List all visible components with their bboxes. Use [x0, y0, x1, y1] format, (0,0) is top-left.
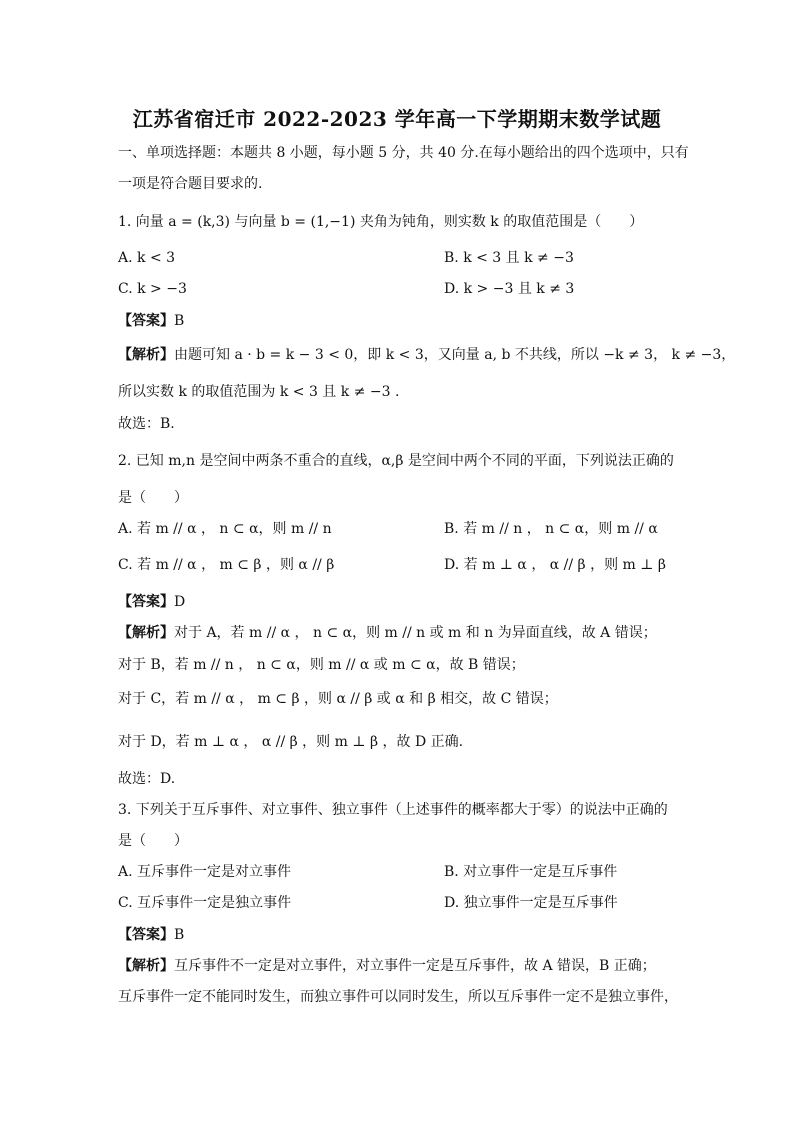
question-2-analysis-line-1 — [118, 624, 657, 642]
question-2-option-c: C. 若 m // α ， m ⊂ β ，则 α // β — [118, 557, 335, 573]
question-2-option-a: A. 若 m // α ， n ⊂ α，则 m // n — [118, 521, 332, 537]
answer-tag: 【答案】 — [118, 313, 174, 329]
question-1-stem: 1. 向量 a = (k,3) 与向量 b = (1,−1) 夹角为钝角，则实数 k 的取值范围是（ ） — [118, 214, 644, 230]
answer-tag: 【答案】 — [118, 594, 174, 610]
question-2-conclusion: 故选：D. — [118, 771, 176, 787]
question-1-option-a: A. k < 3 — [118, 250, 176, 266]
question-1-option-d: D. k > −3 且 k ≠ 3 — [444, 281, 575, 297]
question-2-stem-line-2: 是（ ） — [118, 490, 188, 506]
question-3-analysis-line-2: 互斥事件一定不能同时发生，而独立事件可以同时发生，所以互斥事件一定不是独立事件， — [118, 989, 678, 1005]
question-3-option-b: B. 对立事件一定是互斥事件 — [444, 864, 618, 880]
question-1-analysis-line-1 — [118, 346, 735, 364]
question-3-option-a: A. 互斥事件一定是对立事件 — [118, 864, 292, 880]
analysis-text: 对于 A，若 m // α ， n ⊂ α，则 m // n 或 m 和 n 为异面直线，故 A 错误； — [174, 625, 657, 641]
question-1-analysis-line-2: 所以实数 k 的取值范围为 k < 3 且 k ≠ −3 . — [118, 384, 400, 400]
answer-tag: 【答案】 — [118, 927, 174, 943]
answer-value: B — [174, 313, 185, 329]
question-1-option-c: C. k > −3 — [118, 281, 187, 297]
question-3-answer — [118, 926, 184, 944]
question-2-analysis-line-4: 对于 D，若 m ⊥ α ， α // β ，则 m ⊥ β ，故 D 正确. — [118, 734, 464, 750]
question-3-stem-line-2: 是（ ） — [118, 833, 188, 849]
analysis-tag: 【解析】 — [118, 347, 174, 363]
question-2-answer — [118, 593, 185, 611]
question-1-answer — [118, 312, 184, 330]
question-3-option-c: C. 互斥事件一定是独立事件 — [118, 895, 292, 911]
answer-value: D — [174, 594, 186, 610]
answer-value: B — [174, 927, 185, 943]
question-2-stem-line-1: 2. 已知 m,n 是空间中两条不重合的直线，α,β 是空间中两个不同的平面，下列说法正确的 — [118, 453, 674, 469]
section-instruction-line-1: 一、单项选择题：本题共 8 小题，每小题 5 分，共 40 分.在每小题给出的四个选项中，只有 — [118, 145, 689, 161]
analysis-tag: 【解析】 — [118, 625, 174, 641]
question-1-conclusion: 故选：B. — [118, 416, 175, 432]
question-3-analysis-line-1 — [118, 957, 656, 975]
question-3-stem-line-1: 3. 下列关于互斥事件、对立事件、独立事件（上述事件的概率都大于零）的说法中正确的 — [118, 802, 668, 818]
question-2-option-b: B. 若 m // n ， n ⊂ α，则 m // α — [444, 521, 658, 537]
analysis-text: 互斥事件不一定是对立事件，对立事件一定是互斥事件，故 A 错误，B 正确； — [174, 958, 656, 974]
question-2-analysis-line-2: 对于 B，若 m // n ， n ⊂ α，则 m // α 或 m ⊂ α，故 B 错误； — [118, 657, 525, 673]
question-3-option-d: D. 独立事件一定是互斥事件 — [444, 895, 618, 911]
question-2-option-d: D. 若 m ⊥ α ， α // β ，则 m ⊥ β — [444, 557, 666, 573]
question-2-analysis-line-3: 对于 C，若 m // α ， m ⊂ β ，则 α // β 或 α 和 β 相交，故 C 错误； — [118, 691, 558, 707]
analysis-text: 由题可知 a · b = k − 3 < 0，即 k < 3，又向量 a, b 不共线，所以 −k ≠ 3， k ≠ −3， — [174, 347, 736, 363]
page-title: 江苏省宿迁市 2022-2023 学年高一下学期期末数学试题 — [132, 107, 662, 131]
analysis-tag: 【解析】 — [118, 958, 174, 974]
section-instruction-line-2: 一项是符合题目要求的. — [118, 176, 263, 192]
question-1-option-b: B. k < 3 且 k ≠ −3 — [444, 250, 574, 266]
